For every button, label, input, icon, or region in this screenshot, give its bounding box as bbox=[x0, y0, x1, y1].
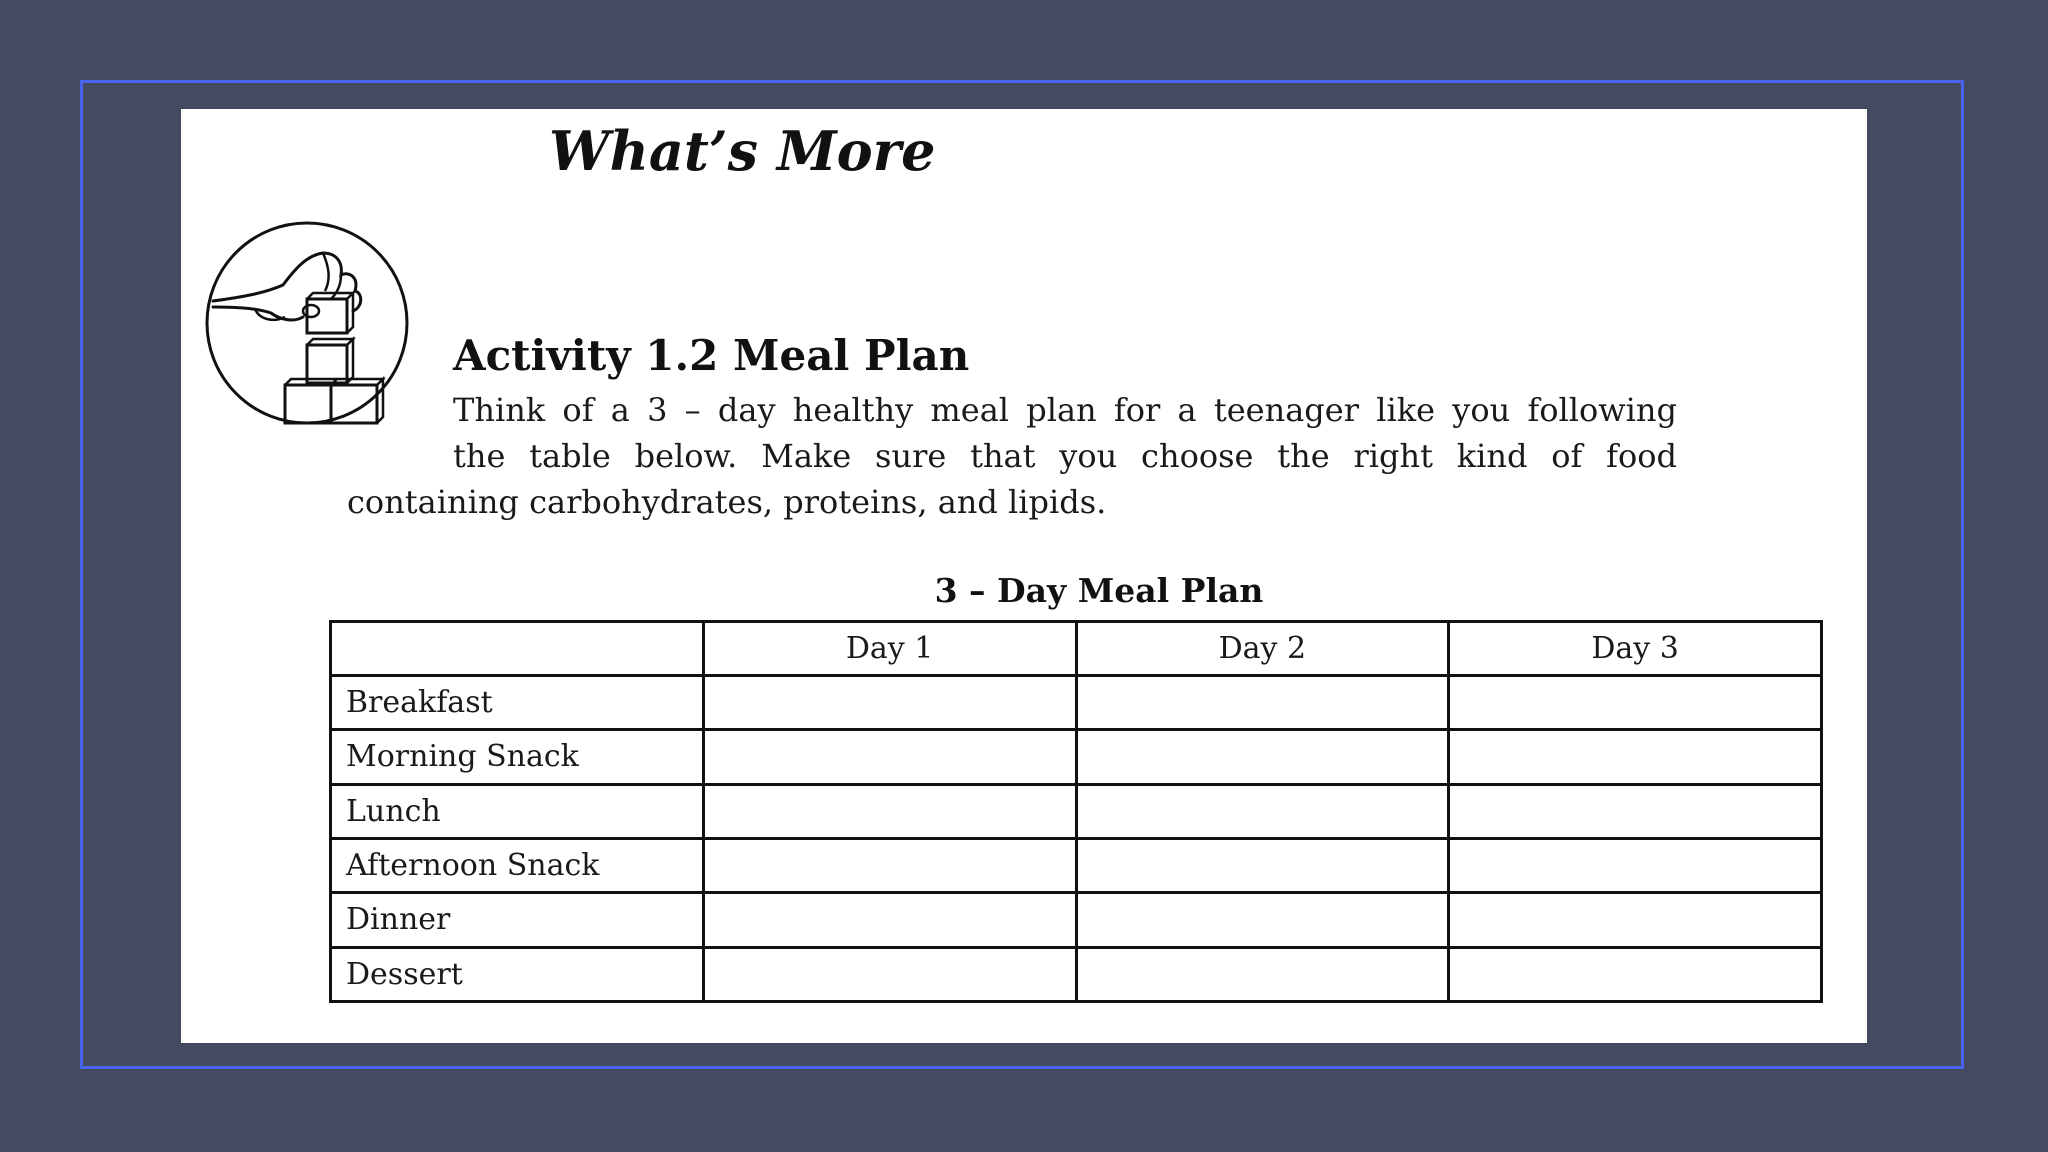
table-row bbox=[331, 730, 1822, 784]
table-row bbox=[331, 947, 1822, 1001]
row-label-afternoon-snack: Afternoon Snack bbox=[331, 838, 704, 892]
meal-cell bbox=[1449, 838, 1822, 892]
row-label-breakfast: Breakfast bbox=[331, 676, 704, 730]
meal-cell bbox=[1076, 784, 1449, 838]
meal-cell bbox=[703, 838, 1076, 892]
table-header-row bbox=[331, 622, 1822, 676]
instructions-line-3: containing carbohydrates, proteins, and lipids. bbox=[347, 483, 1107, 521]
row-label-dinner: Dinner bbox=[331, 893, 704, 947]
activity-title: Activity 1.2 Meal Plan bbox=[453, 331, 970, 380]
meal-cell bbox=[1076, 676, 1449, 730]
meal-cell bbox=[1076, 947, 1449, 1001]
meal-cell bbox=[1076, 730, 1449, 784]
meal-cell bbox=[1449, 947, 1822, 1001]
row-label-dessert: Dessert bbox=[331, 947, 704, 1001]
meal-cell bbox=[703, 784, 1076, 838]
meal-cell bbox=[1076, 893, 1449, 947]
header-cell-blank bbox=[331, 622, 704, 676]
row-label-lunch: Lunch bbox=[331, 784, 704, 838]
header-cell-day-1: Day 1 bbox=[703, 622, 1076, 676]
worksheet-page bbox=[181, 109, 1867, 1043]
meal-plan-table bbox=[329, 620, 1823, 1003]
table-caption: 3 – Day Meal Plan bbox=[934, 571, 1264, 610]
meal-cell bbox=[703, 730, 1076, 784]
instructions-line-2: the table below. Make sure that you choose the right kind of food bbox=[453, 437, 1677, 475]
meal-cell bbox=[1449, 784, 1822, 838]
meal-cell bbox=[703, 947, 1076, 1001]
instructions-paragraph bbox=[347, 387, 1677, 525]
table-row bbox=[331, 784, 1822, 838]
meal-cell bbox=[1449, 676, 1822, 730]
section-heading: What’s More bbox=[549, 119, 936, 183]
table-row bbox=[331, 838, 1822, 892]
meal-cell bbox=[703, 893, 1076, 947]
instructions-line-1: Think of a 3 – day healthy meal plan for a teenager like you following bbox=[453, 391, 1677, 429]
meal-cell bbox=[1449, 893, 1822, 947]
row-label-morning-snack: Morning Snack bbox=[331, 730, 704, 784]
table-row bbox=[331, 676, 1822, 730]
table-row bbox=[331, 893, 1822, 947]
header-cell-day-3: Day 3 bbox=[1449, 622, 1822, 676]
meal-cell bbox=[1076, 838, 1449, 892]
header-cell-day-2: Day 2 bbox=[1076, 622, 1449, 676]
meal-cell bbox=[1449, 730, 1822, 784]
meal-cell bbox=[703, 676, 1076, 730]
